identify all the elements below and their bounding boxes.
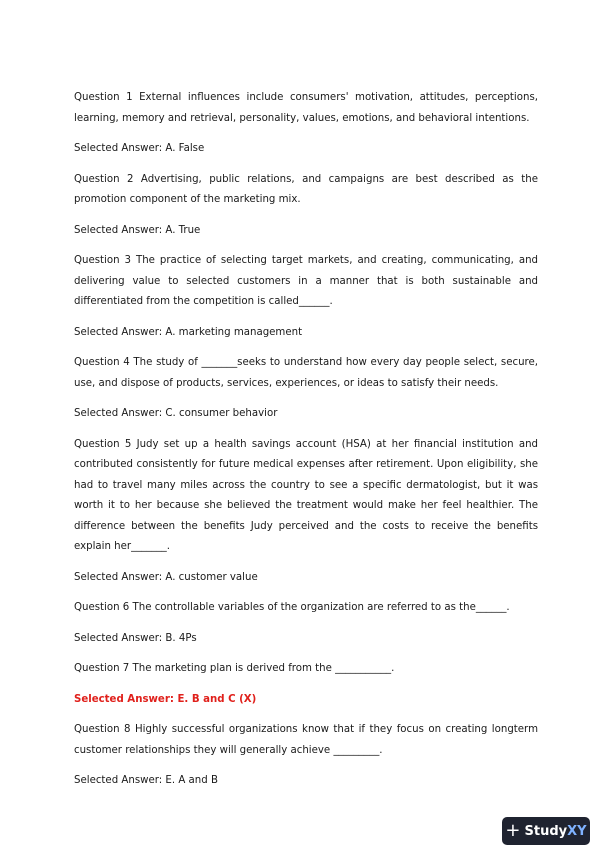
question-8: Question 8 Highly successful organizations know that if they focus on creating longterm customer relationships they will generally achieve _________. [74, 724, 538, 756]
question-1: Question 1 External influences include consumers' motivation, attitudes, perceptions, learning, memory and retrieval, personality, values, emotions, and behavioral intentions. [74, 92, 538, 124]
answer-5: Selected Answer: A. customer value [74, 571, 258, 583]
answer-6: Selected Answer: B. 4Ps [74, 632, 197, 644]
question-4: Question 4 The study of _______seeks to understand how every day people select, secure, use, and dispose of products, services, experiences, or ideas to satisfy their needs. [74, 357, 538, 389]
answer-1: Selected Answer: A. False [74, 143, 205, 154]
question-2: Question 2 Advertising, public relations, and campaigns are best described as the promotion component of the marketing mix. [74, 173, 538, 205]
answer-4: Selected Answer: C. consumer behavior [74, 408, 278, 419]
question-5: Question 5 Judy set up a health savings account (HSA) at her financial institution and contributed consistently for future medical expenses after retirement. Upon eligibility, she had to travel many miles across the country to see a specific dermatologist, but it was worth it to her because she believed the treatment would make her feel healthier. The difference between the benefits Judy perceived and the costs to receive the benefits explain her_______. [74, 438, 538, 552]
question-3: Question 3 The practice of selecting target markets, and creating, communicating, and delivering value to selected customers in a manner that is both sustainable and differentiated from the competition is called______. [74, 255, 538, 307]
answer-7-incorrect: Selected Answer: E. B and C (X) [74, 693, 257, 705]
logo-text-study: Study [524, 823, 568, 839]
question-7: Question 7 The marketing plan is derived from the ___________. [74, 663, 395, 674]
logo-text-xy: XY [567, 823, 587, 839]
plus-icon: + [505, 820, 521, 841]
document-page [74, 88, 538, 802]
answer-2: Selected Answer: A. True [74, 224, 201, 236]
answer-3: Selected Answer: A. marketing management [74, 326, 303, 338]
answer-8: Selected Answer: E. A and B [74, 775, 218, 786]
studyxy-logo [502, 817, 590, 845]
question-6: Question 6 The controllable variables of the organization are referred to as the______. [74, 602, 510, 613]
